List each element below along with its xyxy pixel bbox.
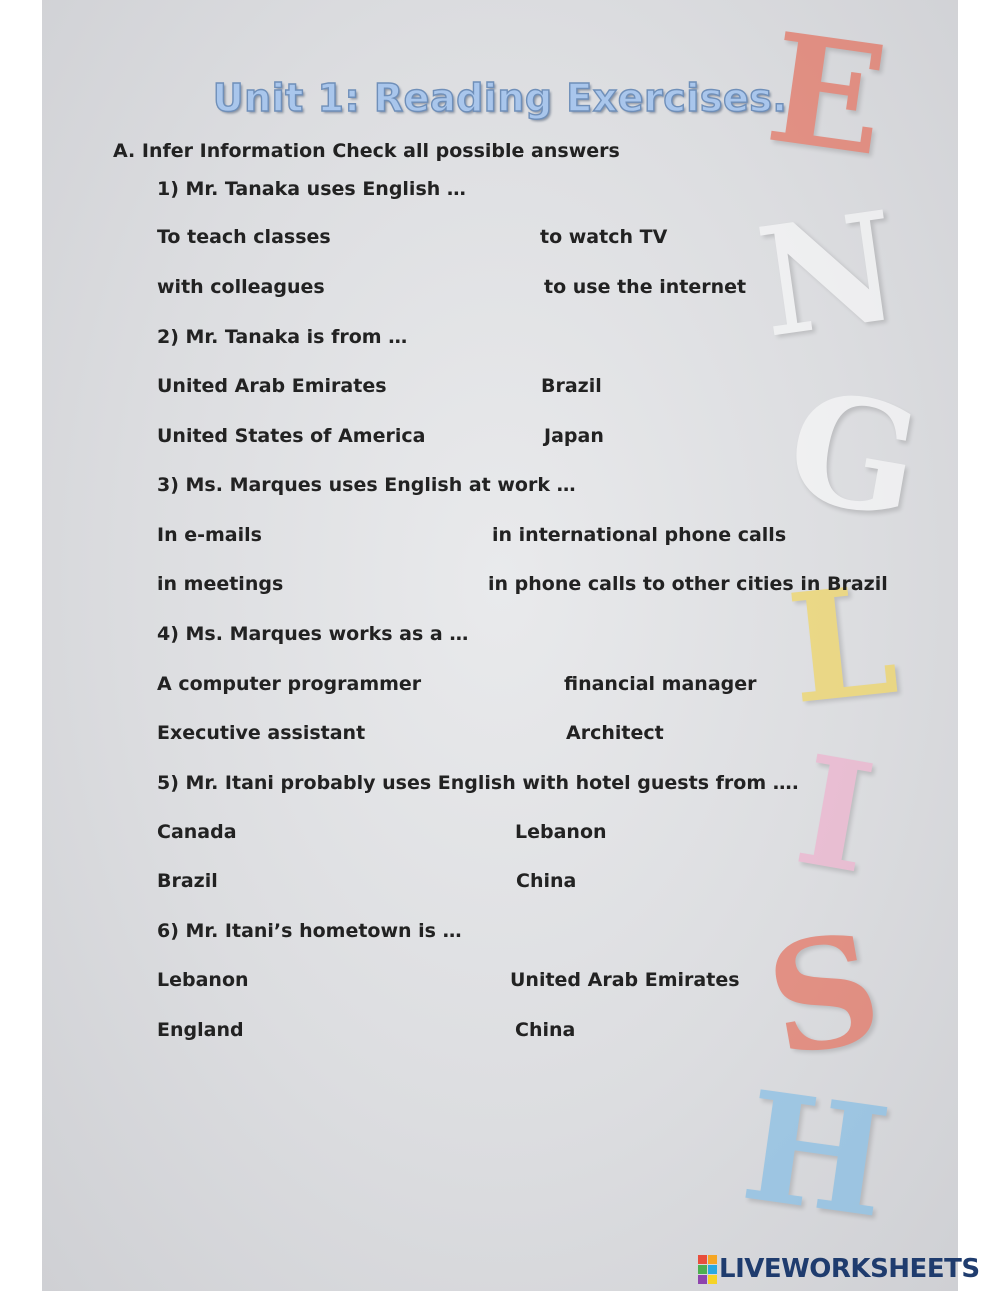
q4-option-1[interactable]: A computer programmer [157, 673, 422, 695]
logo-text: LIVEWORKSHEETS [719, 1254, 980, 1284]
q6-option-2[interactable]: United Arab Emirates [510, 969, 740, 991]
q3-option-1[interactable]: In e-mails [157, 524, 262, 546]
decor-letter-n: N [748, 178, 909, 372]
q2-option-2[interactable]: Brazil [541, 375, 602, 397]
question-6: 6) Mr. Itani’s hometown is … [157, 920, 462, 942]
liveworksheets-logo [698, 1253, 980, 1285]
q6-option-4[interactable]: China [515, 1019, 576, 1041]
q5-option-3[interactable]: Brazil [157, 870, 218, 892]
page-title: Unit 1: Reading Exercises. [212, 76, 788, 120]
q3-option-4[interactable]: in phone calls to other cities in Brazil [488, 573, 888, 595]
q3-option-2[interactable]: in international phone calls [492, 524, 787, 546]
q4-option-2[interactable]: financial manager [564, 673, 757, 695]
q6-option-1[interactable]: Lebanon [157, 969, 249, 991]
q3-option-3[interactable]: in meetings [157, 573, 284, 595]
decor-letter-g: G [775, 357, 933, 553]
q2-option-1[interactable]: United Arab Emirates [157, 375, 387, 397]
question-3: 3) Ms. Marques uses English at work … [157, 474, 576, 496]
decor-letter-e: E [758, 0, 897, 191]
q1-option-3[interactable]: with colleagues [157, 276, 325, 298]
q4-option-3[interactable]: Executive assistant [157, 722, 366, 744]
question-2: 2) Mr. Tanaka is from … [157, 326, 408, 348]
q4-option-4[interactable]: Architect [566, 722, 664, 744]
q5-option-1[interactable]: Canada [157, 821, 237, 843]
decor-letter-s: S [755, 898, 893, 1092]
decor-letter-i: I [785, 722, 885, 908]
decor-letter-h: H [733, 1057, 899, 1253]
q5-option-2[interactable]: Lebanon [515, 821, 607, 843]
q1-option-1[interactable]: To teach classes [157, 226, 331, 248]
q1-option-2[interactable]: to watch TV [540, 226, 668, 248]
q1-option-4[interactable]: to use the internet [544, 276, 747, 298]
q6-option-3[interactable]: England [157, 1019, 244, 1041]
logo-tiles-icon [698, 1255, 717, 1284]
question-4: 4) Ms. Marques works as a … [157, 623, 469, 645]
decor-letter-l: L [781, 551, 905, 739]
q2-option-3[interactable]: United States of America [157, 425, 426, 447]
q2-option-4[interactable]: Japan [544, 425, 604, 447]
section-heading: A. Infer Information Check all possible answers [113, 140, 620, 162]
question-5: 5) Mr. Itani probably uses English with hotel guests from …. [157, 772, 799, 794]
question-1: 1) Mr. Tanaka uses English … [157, 178, 466, 200]
q5-option-4[interactable]: China [516, 870, 577, 892]
